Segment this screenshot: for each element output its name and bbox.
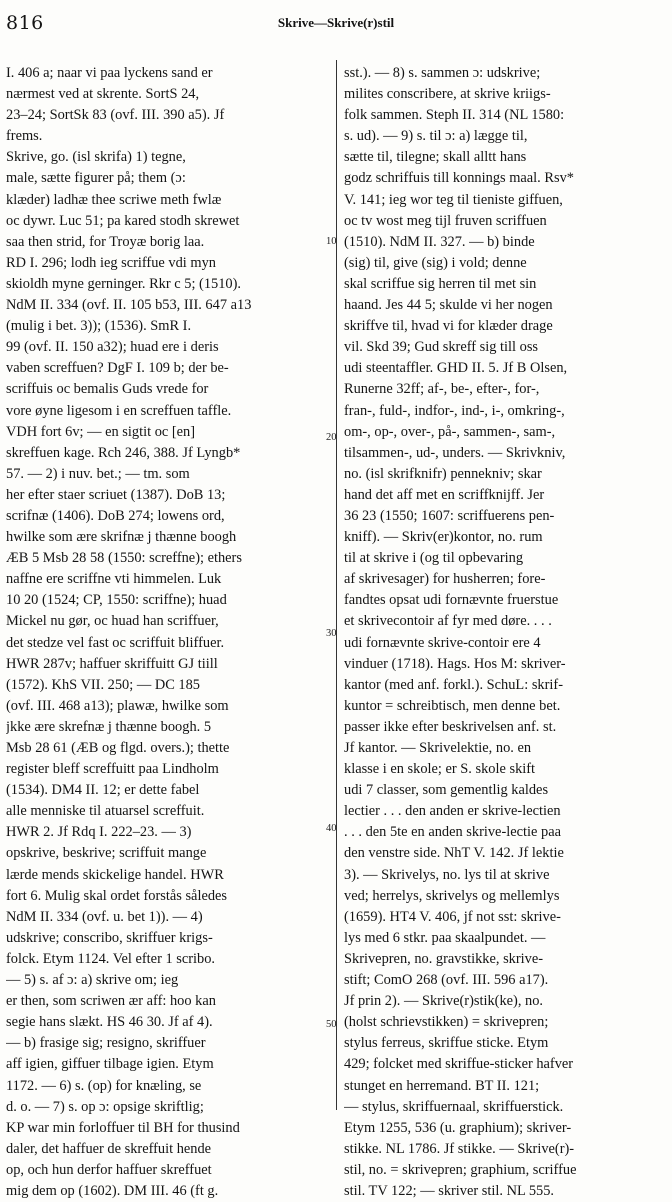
text-line: opskrive, beskrive; scriffuit mange <box>6 845 207 862</box>
text-line: 99 (ovf. II. 150 a32); huad ere i deris <box>6 339 219 356</box>
text-line: (holst schrievstikken) = skrivepren; <box>344 1014 549 1031</box>
left-column <box>6 63 328 1202</box>
text-line: udi fornævnte skrive-contoir ere 4 <box>344 634 541 651</box>
text-line: . . . den 5te en anden skrive-lectie paa <box>344 824 561 841</box>
text-line: et skrivecontoir af fyr med døre. . . . <box>344 613 552 630</box>
text-line: 36 23 (1550; 1607: scriffuerens pen- <box>344 507 555 524</box>
text-line: kniff). — Skriv(er)kontor, no. rum <box>344 529 543 546</box>
text-line: nærmest ved at skrente. SortS 24, <box>6 86 200 103</box>
text-line: oc dywr. Luc 51; pa kared stodh skrewet <box>6 212 240 229</box>
text-line: vaben screffuen? DgF I. 109 b; der be- <box>6 360 229 377</box>
text-line: — stylus, skriffuernaal, skriffuerstick. <box>344 1098 564 1115</box>
running-head: Skrive—Skrive(r)stil <box>277 15 395 30</box>
text-line: V. 141; ieg wor teg til tieniste giffuen, <box>344 191 563 208</box>
text-line: Runerne 32ff; af-, be-, efter-, for-, <box>344 381 540 398</box>
text-line: naffne ere scriffne vti himmelen. Luk <box>6 571 222 588</box>
text-line: skioldh myne gerninger. Rkr c 5; (1510). <box>6 275 242 292</box>
text-line: HWR 2. Jf Rdq I. 222–23. — 3) <box>6 824 192 841</box>
text-line: milites conscribere, at skrive kriigs- <box>344 86 551 103</box>
text-line: det stedze vel fast oc scriffuit bliffuer. <box>6 634 225 651</box>
text-line: stunget en herremand. BT II. 121; <box>344 1077 540 1094</box>
text-line: ÆB 5 Msb 28 58 (1550: screffne); ethers <box>6 550 242 567</box>
text-line: (sig) til, give (sig) i vold; denne <box>344 254 527 271</box>
text-line: fandtes opsat udi fornævnte fruerstue <box>344 592 559 609</box>
line-number-30: 30 <box>326 628 337 639</box>
text-line: ved; herrelys, skrivelys og mellemlys <box>344 887 560 904</box>
text-line: udskrive; conscribo, skriffuer krigs- <box>6 929 213 946</box>
text-line: sst.). — 8) s. sammen ɔ: udskrive; <box>344 65 541 81</box>
text-line: stil. TV 122; — skriver stil. NL 555. <box>344 1182 554 1199</box>
text-line: kantor (med anf. forkl.). SchuL: skrif- <box>344 676 563 693</box>
text-line: stikke. NL 1786. Jf stikke. — Skrive(r)- <box>344 1140 575 1157</box>
text-line: lectier . . . den anden er skrive-lectien <box>344 803 561 820</box>
text-line: mig dem op (1602). DM III. 46 (ft g. <box>6 1182 219 1199</box>
text-line: 23–24; SortSk 83 (ovf. III. 390 a5). Jf <box>6 107 225 124</box>
text-line: frems. <box>6 128 43 145</box>
line-number-50: 50 <box>326 1019 337 1030</box>
text-line: jkke ære skrefnæ j thænne boogh. 5 <box>6 718 212 735</box>
text-line: vinduer (1718). Hags. Hos M: skriver- <box>344 655 566 672</box>
text-line: klæder) ladhæ thee scriwe meth fwlæ <box>6 191 222 208</box>
text-line: NdM II. 334 (ovf. u. bet 1)). — 4) <box>6 908 203 925</box>
text-line: Etym 1255, 536 (u. graphium); skriver- <box>344 1119 572 1136</box>
text-line: oc tv wost meg tijl fruven scriffuen <box>344 212 547 229</box>
text-line: RD I. 296; lodh ieg scriffue vdi myn <box>6 254 216 271</box>
line-number-10: 10 <box>326 236 337 247</box>
text-line: op, och hun derfor haffuer skreffuet <box>6 1161 212 1178</box>
text-line: udi steentaffler. GHD II. 5. Jf B Olsen, <box>344 360 568 377</box>
text-line: stil, no. = skrivepren; graphium, scriffue <box>344 1161 577 1178</box>
text-line: NdM II. 334 (ovf. II. 105 b53, III. 647 a13 <box>6 297 252 314</box>
text-line: 10 20 (1524; CP, 1550: scriffne); huad <box>6 592 227 609</box>
text-line: skriffve til, hvad vi for klæder drage <box>344 318 553 335</box>
text-line: skreffuen kage. Rch 246, 388. Jf Lyngb* <box>6 444 241 461</box>
text-line: kuntor = schreibtisch, men denne bet. <box>344 697 561 714</box>
line-number-20: 20 <box>326 432 337 443</box>
text-line: passer ikke efter beskrivelsen anf. st. <box>344 718 557 735</box>
text-line: I. 406 a; naar vi paa lyckens sand er <box>6 65 213 81</box>
text-line: Jf kantor. — Skrivelektie, no. en <box>344 740 532 756</box>
text-line: register bleff screffuitt paa Lindholm <box>6 761 219 778</box>
text-line: hand det aff met en scriffknijff. Jer <box>344 486 545 503</box>
text-line: 3). — Skrivelys, no. lys til at skrive <box>344 866 550 883</box>
text-line: HWR 287v; haffuer skriffuitt GJ tiill <box>6 655 218 672</box>
text-line: (1572). KhS VII. 250; — DC 185 <box>6 676 201 693</box>
text-line: Mickel nu gør, oc huad han scriffuer, <box>6 613 219 630</box>
text-line: godz schriffuis till konnings maal. Rsv* <box>344 170 574 187</box>
text-line: udi 7 classer, som gementlig kaldes <box>344 782 549 799</box>
page-header <box>0 0 672 46</box>
page-number: 816 <box>6 12 44 34</box>
text-line: lys med 6 stkr. paa skaalpundet. — <box>344 929 546 946</box>
text-line: stylus ferreus, skriffue sticke. Etym <box>344 1035 549 1052</box>
text-line: fran-, fuld-, indfor-, ind-, i-, omkring-, <box>344 402 565 419</box>
text-line: af skrivesager) for husherren; fore- <box>344 571 546 588</box>
text-line: 1172. — 6) s. (op) for knæling, se <box>6 1077 202 1094</box>
text-line: no. (isl skrifknifr) pennekniv; skar <box>344 465 542 482</box>
text-line: (1534). DM4 II. 12; er dette fabel <box>6 782 200 799</box>
text-line: male, sætte figurer på; them (ɔ: <box>6 170 186 187</box>
text-line: — 5) s. af ɔ: a) skrive om; ieg <box>6 972 179 989</box>
text-line: lærde mends skickelige handel. HWR <box>6 866 224 883</box>
text-line: scrifnæ (1406). DoB 274; lowens ord, <box>6 507 225 524</box>
text-line: d. o. — 7) s. op ɔ: opsige skriftlig; <box>6 1098 204 1115</box>
text-line: (1510). NdM II. 327. — b) binde <box>344 233 535 250</box>
line-number-40: 40 <box>326 823 337 834</box>
right-column <box>344 63 668 1202</box>
text-line: KP war min forloffuer til BH for thusind <box>6 1119 240 1136</box>
text-line: Skrive, go. (isl skrifa) 1) tegne, <box>6 149 186 166</box>
text-line: den venstre side. NhT V. 142. Jf lektie <box>344 845 564 862</box>
text-line: vore øyne ligesom i en screffuen taffle. <box>6 402 232 419</box>
text-line: s. ud). — 9) s. til ɔ: a) lægge til, <box>344 128 528 145</box>
text-line: daler, det haffuer de skreffuit hende <box>6 1140 212 1157</box>
text-line: fort 6. Mulig skal ordet forstås således <box>6 887 228 904</box>
text-line: Msb 28 61 (ÆB og flgd. overs.); thette <box>6 740 230 756</box>
text-line: klasse i en skole; er S. skole skift <box>344 761 536 778</box>
text-line: aff igien, giffuer tilbage igien. Etym <box>6 1056 214 1073</box>
text-line: Skrivepren, no. gravstikke, skrive- <box>344 950 544 967</box>
text-line: 57. — 2) i nuv. bet.; — tm. som <box>6 465 190 482</box>
text-line: vil. Skd 39; Gud skreff sig till oss <box>344 339 539 356</box>
text-line: tilsammen-, ud-, unders. — Skrivkniv, <box>344 444 566 461</box>
text-line: scriffuis oc bemalis Guds vrede for <box>6 381 209 398</box>
text-line: folk sammen. Steph II. 314 (NL 1580: <box>344 107 565 124</box>
text-line: 429; folcket med skriffue-sticker hafver <box>344 1056 574 1073</box>
text-line: folck. Etym 1124. Vel efter 1 scribo. <box>6 950 216 967</box>
text-line: haand. Jes 44 5; skulde vi her nogen <box>344 297 553 314</box>
text-line: om-, op-, over-, på-, sammen-, sam-, <box>344 423 556 440</box>
text-line: hwilke som ære skrifnæ j thænne boogh <box>6 529 237 546</box>
text-line: (ovf. III. 468 a13); plawæ, hwilke som <box>6 697 229 714</box>
text-line: (mulig i bet. 3)); (1536). SmR I. <box>6 318 192 335</box>
text-line: VDH fort 6v; — en sigtit oc [en] <box>6 423 196 440</box>
text-line: alle menniske til atuarsel screffuit. <box>6 803 205 820</box>
text-line: saa then strid, for Troyæ borig laa. <box>6 233 205 250</box>
text-line: her efter staer scriuet (1387). DoB 13; <box>6 486 226 503</box>
text-line: sætte til, tilegne; skall alltt hans <box>344 149 527 166</box>
column-divider <box>336 60 337 1110</box>
text-line: segie hans slækt. HS 46 30. Jf af 4). <box>6 1014 213 1031</box>
text-line: skal scriffue sig herren til met sin <box>344 275 537 292</box>
text-line: stift; ComO 268 (ovf. III. 596 a17). <box>344 972 549 989</box>
text-line: til at skrive i (og til opbevaring <box>344 550 524 567</box>
text-line: Jf prin 2). — Skrive(r)stik(ke), no. <box>344 993 544 1010</box>
text-line: er then, som scriwen ær aff: hoo kan <box>6 993 216 1010</box>
text-line: — b) frasige sig; resigno, skriffuer <box>6 1035 206 1052</box>
text-line: (1659). HT4 V. 406, jf not sst: skrive- <box>344 908 561 925</box>
